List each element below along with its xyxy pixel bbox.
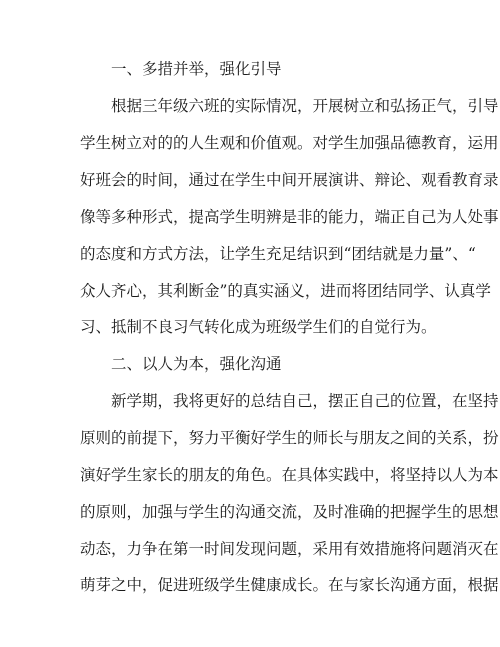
paragraph-1-line-2: 学生树立对的的人生观和价值观。对学生加强品德教育，运用 xyxy=(80,134,499,152)
section-heading-1: 一、多措并举，强化引导 xyxy=(80,60,282,78)
paragraph-2-line-3: 演好学生家长的朋友的角色。在具体实践中，将坚持以人为本 xyxy=(80,466,499,484)
paragraph-1-line-5: 的态度和方式方法，让学生充足结识到“团结就是力量”、“ xyxy=(80,245,476,263)
paragraph-1-line-3: 好班会的时间，通过在学生中间开展演讲、辩论、观看教育录 xyxy=(80,171,499,189)
section-heading-2: 二、以人为本，强化沟通 xyxy=(80,355,282,373)
paragraph-2-line-4: 的原则，加强与学生的沟通交流，及时准确的把握学生的思想 xyxy=(80,503,499,521)
paragraph-1-line-6: 众人齐心，其利断金”的真实涵义，进而将团结同学、认真学 xyxy=(80,282,491,300)
paragraph-2-line-1: 新学期，我将更好的总结自己，摆正自己的位置，在坚持 xyxy=(80,392,499,410)
paragraph-2-line-2: 原则的前提下，努力平衡好学生的师长与朋友之间的关系，扮 xyxy=(80,429,499,447)
paragraph-1-line-7: 习、抵制不良习气转化成为班级学生们的自觉行为。 xyxy=(80,318,437,336)
paragraph-1-line-4: 像等多种形式，提高学生明辨是非的能力，端正自己为人处事 xyxy=(80,208,499,226)
paragraph-2-line-6: 萌芽之中，促进班级学生健康成长。在与家长沟通方面，根据 xyxy=(80,576,499,594)
paragraph-1-line-1: 根据三年级六班的实际情况，开展树立和弘扬正气，引导 xyxy=(80,97,499,115)
paragraph-2-line-5: 动态，力争在第一时间发现问题，采用有效措施将问题消灭在 xyxy=(80,540,499,558)
